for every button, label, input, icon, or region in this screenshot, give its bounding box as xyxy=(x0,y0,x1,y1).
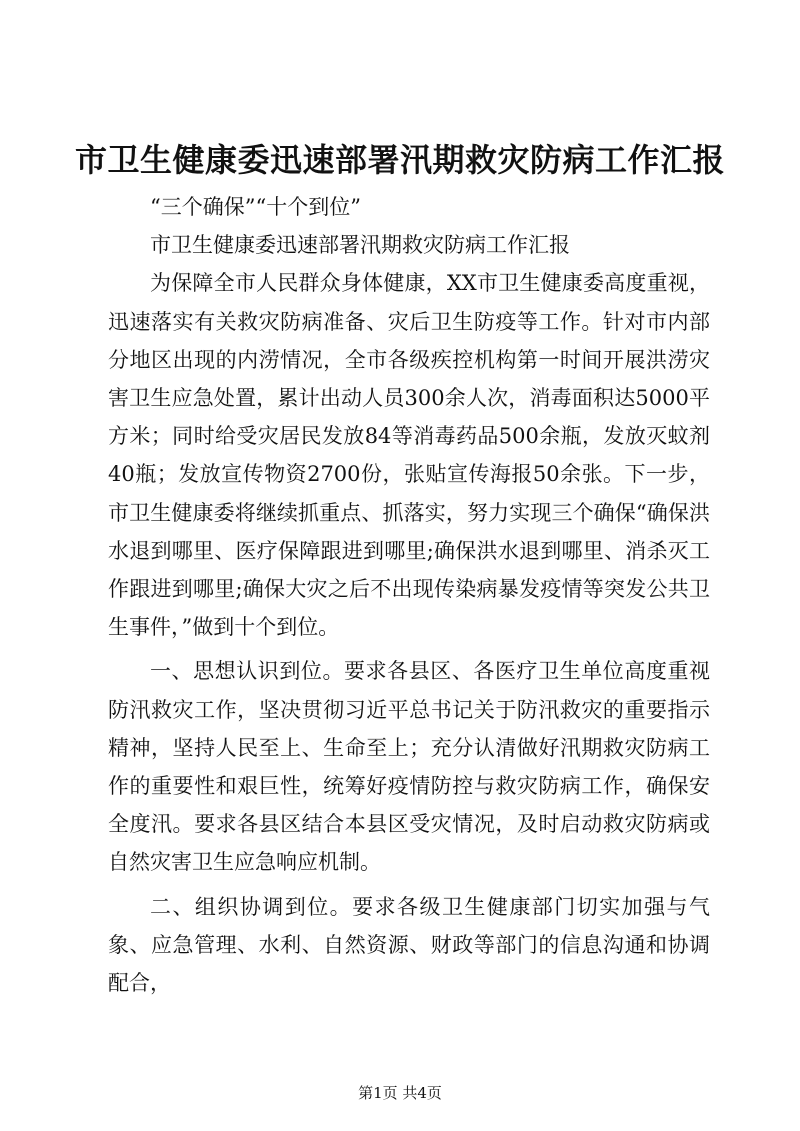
repeated-title-paragraph: 市卫生健康委迅速部署汛期救灾防病工作汇报 xyxy=(150,233,570,258)
section-two-paragraph: 二、组织协调到位。要求各级卫生健康部门切实加强与气象、应急管理、水利、自然资源、财政等部门的信息沟通和协调配合， xyxy=(108,894,710,996)
page-number-footer: 第1页 共4页 xyxy=(358,1084,442,1102)
document-body xyxy=(108,188,710,1002)
intro-paragraph: 为保障全市人民群众身体健康，XX市卫生健康委高度重视，迅速落实有关救灾防病准备、灾后卫生防疫等工作。针对市内部分地区出现的内涝情况，全市各级疾控机构第一时间开展洪涝灾害卫生应急处置，累计出动人员300余人次，消毒面积达5000平方米；同时给受灾居民发放84等消毒药品500余瓶，发放灭蚊剂40瓶；发放宣传物资2700份，张贴宣传海报50余张。下一步，市卫生健康委将继续抓重点、抓落实，努力实现三个确保“确保洪水退到哪里、医疗保障跟进到哪里;确保洪水退到哪里、消杀灭工作跟进到哪里;确保大灾之后不出现传染病暴发疫情等突发公共卫生事件，”做到十个到位。 xyxy=(108,271,710,640)
section-one-paragraph: 一、思想认识到位。要求各县区、各医疗卫生单位高度重视防汛救灾工作，坚决贯彻习近平总书记关于防汛救灾的重要指示精神，坚持人民至上、生命至上；充分认清做好汛期救灾防病工作的重要性和艰巨性，统筹好疫情防控与救灾防病工作，确保安全度汛。要求各县区结合本县区受灾情况，及时启动救灾防病或自然灾害卫生应急响应机制。 xyxy=(108,659,710,875)
document-title: 市卫生健康委迅速部署汛期救灾防病工作汇报 xyxy=(74,141,725,179)
subtitle-paragraph: “三个确保”“十个到位” xyxy=(150,195,361,219)
